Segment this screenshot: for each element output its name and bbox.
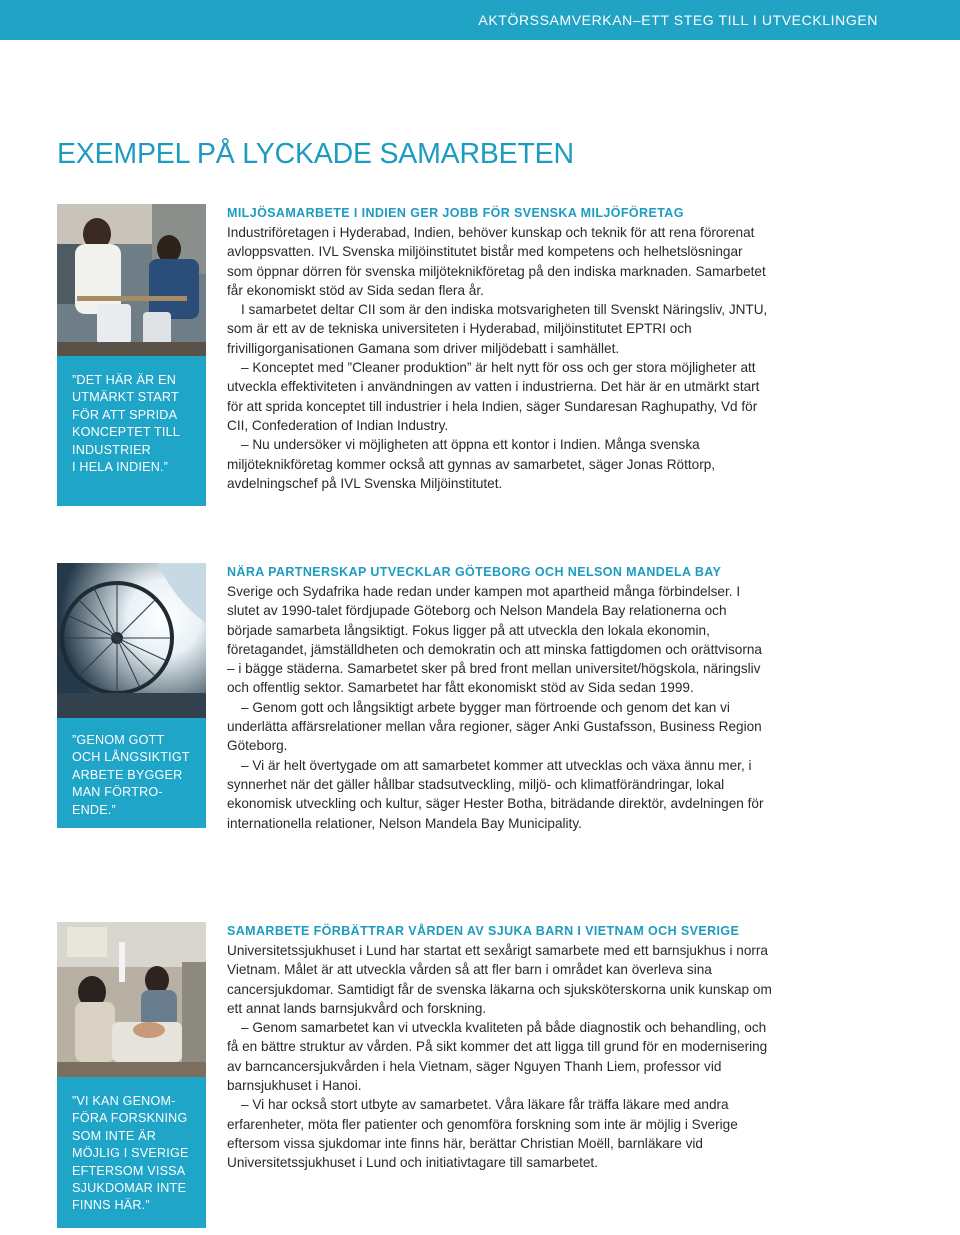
- article-paragraph: Universitetssjukhuset i Lund har startat ett sexårigt samarbete med ett barnsjukhus i norra Vietnam. Målet är att utveckla vården så att fler barn i området kan överleva sina cancersjukdomar. Samtidigt får de svenska läkarna och sjuksköterskorna unik kunskap om ett annat lands barnsjukvård och forskning.: [227, 943, 772, 1016]
- pull-quote-box: [57, 1077, 206, 1228]
- article-body: [227, 204, 772, 493]
- article-paragraph: – Konceptet med ”Cleaner produktion” är helt nytt för oss och ger stora möjligheter att utveckla effektiviteten i användningen av vatten i industrierna. Det här är en utmärkt start för att sprida konceptet till industrier i hela Indien, säger Sundaresan Raghupathy, Vd för CII, Confederation of Indian Industry.: [227, 360, 760, 433]
- article-body: [227, 563, 772, 833]
- header-bar: [0, 0, 960, 40]
- article-paragraph: – Nu undersöker vi möjligheten att öppna ett kontor i Indien. Många svenska miljöteknikföretag kommer också att gynnas av samarbetet, säger Jonas Röttorp, avdelningschef på IVL Svenska Miljöinstitutet.: [227, 437, 716, 491]
- article-heading: NÄRA PARTNERSKAP UTVECKLAR GÖTEBORG OCH NELSON MANDELA BAY: [227, 565, 722, 579]
- pull-quote-box: [57, 718, 206, 828]
- photo-hospital-ward: [57, 922, 206, 1077]
- photo-workers-water-tanks: [57, 204, 206, 356]
- pull-quote-box: [57, 356, 206, 506]
- article-paragraph: – Vi har också stort utbyte av samarbetet. Våra läkare får träffa läkare med andra erfarenheter, möta fler patienter och genomföra forskning som inte är möjlig i Sverige eftersom vissa sjukdomar inte finns här, berättar Christian Moëll, barnläkare vid Universitetssjukhuset i Lund och initiativtagare till samarbetet.: [227, 1097, 738, 1171]
- article-body: [227, 922, 772, 1173]
- page-title: EXEMPEL PÅ LYCKADE SAMARBETEN: [57, 138, 574, 170]
- pull-quote: ”DET HÄR ÄR EN UTMÄRKT START FÖR ATT SPRIDA KONCEPTET TILL INDUSTRIER I HELA INDIEN.”: [72, 373, 181, 475]
- sidebar-column: [57, 563, 206, 828]
- article-paragraph: Industriföretagen i Hyderabad, Indien, behöver kunskap och teknik för att rena förorenat avloppsvatten. IVL Svenska miljöinstitutet bistår med kompetens och helhetslösningar som öppnar dörren för svenska miljöteknikföretag på den indiska marknaden. Samarbetet får ekonomiskt stöd av Sida sedan flera år.: [227, 225, 766, 298]
- article-paragraph: – Vi är helt övertygade om att samarbetet kommer att utvecklas och växa ännu mer, i synnerhet när det gäller hållbar stadsutveckling, miljö- och klimatförändringar, lokal ekonomisk utveckling och kultur, säger Hester Botha, biträdande direktör, avdelningen för internationella relationer, Nelson Mandela Bay Municipality.: [227, 757, 764, 831]
- article-heading: SAMARBETE FÖRBÄTTRAR VÅRDEN AV SJUKA BARN I VIETNAM OCH SVERIGE: [227, 924, 740, 938]
- pull-quote: ”VI KAN GENOM- FÖRA FORSKNING SOM INTE ÄR MÖJLIG I SVERIGE EFTERSOM VISSA SJUKDOMAR INTE FINNS HÄR.”: [72, 1094, 189, 1213]
- pull-quote: ”GENOM GOTT OCH LÅNGSIKTIGT ARBETE BYGGER MAN FÖRTRO- ENDE.”: [72, 733, 190, 817]
- article-paragraph: Sverige och Sydafrika hade redan under kampen mot apartheid många förbindelser. I slutet av 1990-talet fördjupade Göteborg och Nelson Mandela Bay relationerna och började samarbeta långsiktigt. Fokus ligger på att utveckla den lokala ekonomin, företagandet, jämställdheten och demokratin och att minska fattigdomen och orättvisorna – i bägge städerna. Samarbetet sker på bred front mellan universitet/högskola, näringsliv och offentlig sektor. Samarbetet har fått ekonomiskt stöd av Sida sedan 1999.: [227, 584, 762, 696]
- article-heading: MILJÖSAMARBETE I INDIEN GER JOBB FÖR SVENSKA MILJÖFÖRETAG: [227, 206, 684, 220]
- photo-bicycle-sunlight: [57, 563, 206, 718]
- article-paragraph: – Genom gott och långsiktigt arbete bygger man förtroende och genom det kan vi underlätta affärsrelationer mellan våra regioner, säger Anki Gustafsson, Business Region Göteborg.: [227, 699, 762, 754]
- running-title: AKTÖRSSAMVERKAN–ETT STEG TILL I UTVECKLINGEN: [478, 12, 878, 28]
- sidebar-column: [57, 922, 206, 1228]
- article-paragraph: – Genom samarbetet kan vi utveckla kvaliteten på både diagnostik och behandling, och få en bättre struktur av vården. På sikt kommer det att ligga till grund för en modernisering av barncancersjukvården i hela Vietnam, säger Nguyen Thanh Liem, professor vid barnsjukhuset i Hanoi.: [227, 1020, 768, 1094]
- sidebar-column: [57, 204, 206, 506]
- article-paragraph: I samarbetet deltar CII som är den indiska motsvarigheten till Svenskt Näringsliv, JNTU, som är ett av de tekniska universiteten i Hyderabad, miljöinstitutet EPTRI och frivilligorganisationen Gamana som driver miljödebatt i samhället.: [227, 302, 768, 356]
